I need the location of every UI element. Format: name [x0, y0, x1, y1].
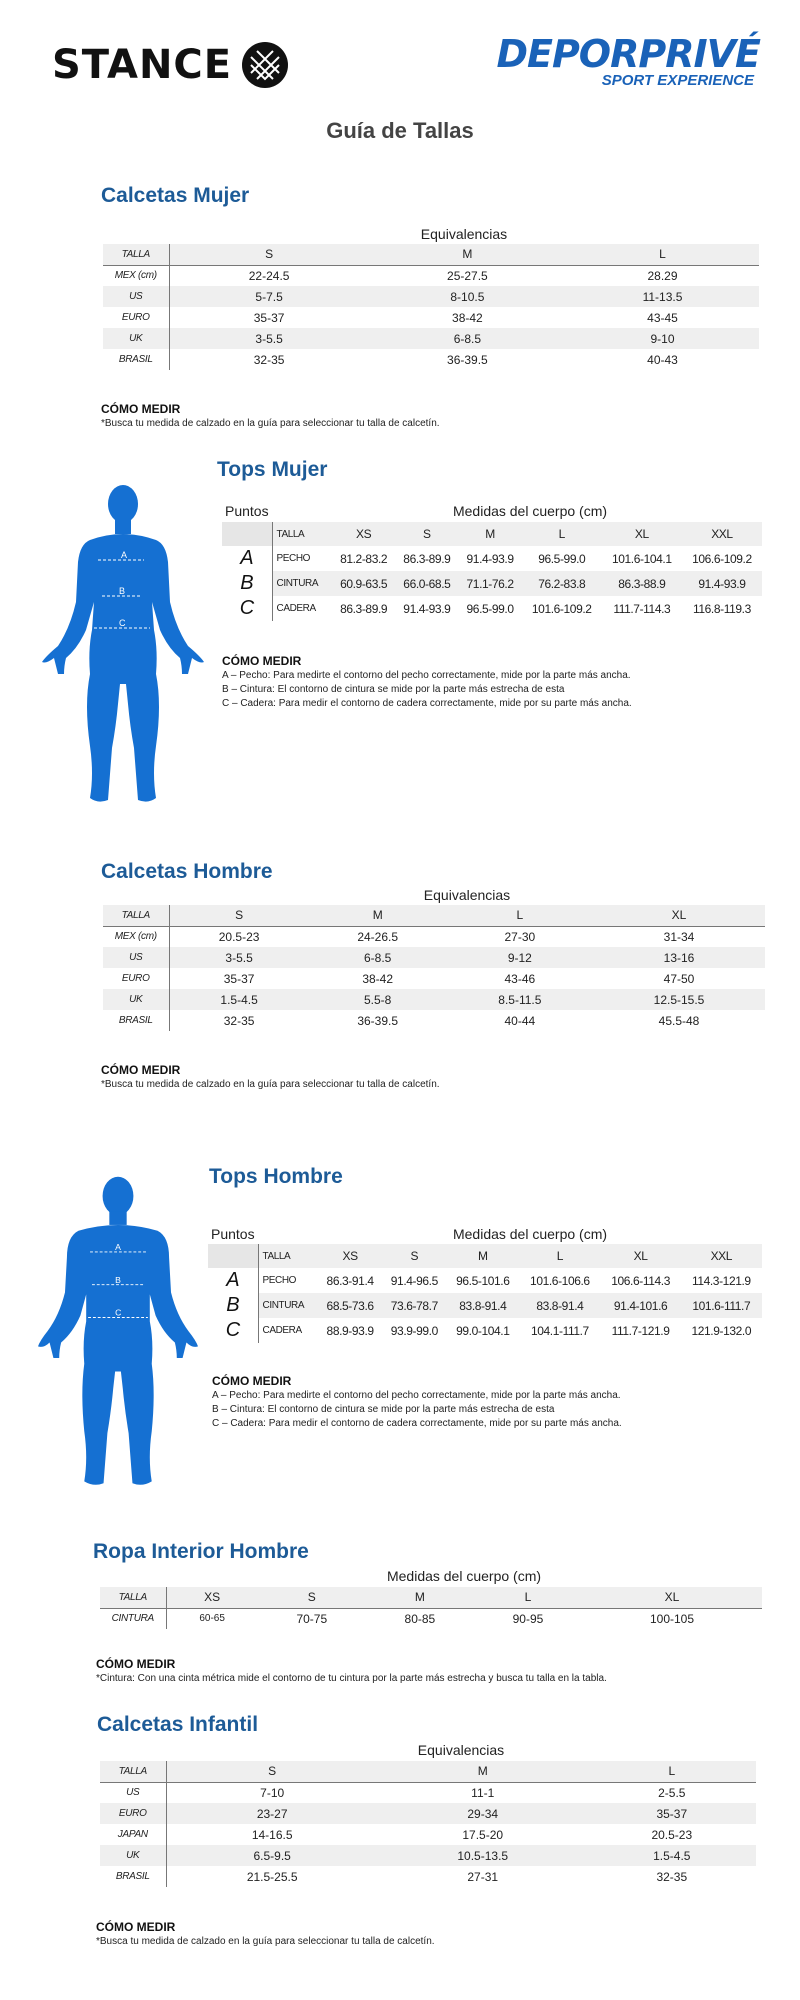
cell: 2-5.5 [658, 1785, 686, 1800]
cell: 9-12 [447, 947, 593, 968]
cell: L [474, 1587, 582, 1608]
cell: XS [332, 522, 395, 546]
point-cell: C [239, 597, 254, 619]
cell: M [366, 1587, 474, 1608]
table-ropa-interior-hombre [100, 1587, 762, 1629]
point-cell: A [240, 547, 254, 569]
cell: 93.9-99.0 [390, 1323, 438, 1338]
cell: 21.5-25.5 [246, 1869, 298, 1884]
points-label: Puntos [225, 503, 269, 519]
cell: L [447, 905, 593, 926]
cell: 68.5-73.6 [318, 1293, 382, 1318]
cell: 11-13.5 [566, 286, 759, 307]
howto-line: C – Cadera: Para medir el contorno de cadera correctamente, mide por su parte más ancha. [212, 1418, 622, 1429]
cell: 66.0-68.5 [395, 571, 458, 596]
cell: 20.5-23 [651, 1827, 693, 1842]
cell: S [258, 1587, 366, 1608]
row-label: UK [100, 1845, 166, 1866]
stance-logo [52, 40, 288, 90]
caption-equivalencias: Equivalencias [423, 887, 511, 903]
table-calcetas-infantil [100, 1761, 756, 1887]
table-row [103, 349, 759, 370]
row-label: CINTURA [272, 571, 332, 596]
table-row [100, 1824, 756, 1845]
figure-mark-a: A [115, 1242, 121, 1252]
cell: 91.4-93.9 [682, 571, 762, 596]
cell: 22-24.5 [248, 268, 290, 283]
figure-mark-b: B [115, 1274, 121, 1285]
cell: 32-35 [656, 1869, 688, 1884]
cell: 101.6-106.6 [530, 1273, 590, 1288]
section-title-tops-mujer: Tops Mujer [217, 458, 328, 481]
point-cell [208, 1244, 258, 1268]
cell: XS [318, 1244, 382, 1268]
cell: 76.2-83.8 [522, 571, 602, 596]
point-cell: A [226, 1269, 240, 1291]
cell: 36-39.5 [357, 1013, 399, 1028]
cell: 116.8-119.3 [692, 601, 751, 616]
howto-text: *Busca tu medida de calzado en la guía para seleccionar tu talla de calcetín. [101, 1079, 440, 1090]
cell: 83.8-91.4 [519, 1293, 600, 1318]
table-row [103, 1010, 765, 1031]
row-label: TALLA [103, 244, 169, 265]
cell: XS [166, 1587, 258, 1608]
row-label: TALLA [100, 1761, 166, 1782]
cell: 40-44 [504, 1013, 536, 1028]
cell: 1.5-4.5 [169, 989, 309, 1010]
cell: 47-50 [663, 971, 695, 986]
cell: 106.6-109.2 [692, 551, 752, 566]
row-label: CINTURA [100, 1608, 166, 1629]
page-title: Guía de Tallas [326, 118, 474, 143]
table-row [222, 596, 762, 621]
cell: XL [601, 1244, 681, 1268]
howto-text: *Busca tu medida de calzado en la guía para seleccionar tu talla de calcetín. [101, 418, 440, 429]
figure-mark-a: A [121, 550, 128, 560]
cell: 8.5-11.5 [447, 989, 593, 1010]
row-label: CADERA [272, 596, 332, 621]
cell: 12.5-15.5 [593, 989, 765, 1010]
cell: 81.2-83.2 [340, 551, 388, 566]
howto-title: CÓMO MEDIR [101, 402, 181, 416]
cell: 43-46 [504, 971, 536, 986]
deporprive-tagline: SPORT EXPERIENCE [601, 72, 754, 89]
table-row [222, 546, 762, 571]
table-row [103, 328, 759, 349]
cell: 101.6-104.1 [611, 551, 672, 566]
row-label: TALLA [258, 1244, 318, 1268]
points-label: Puntos [211, 1226, 255, 1242]
table-tops-hombre [208, 1244, 762, 1343]
table-row [103, 905, 765, 926]
cell: XL [593, 905, 765, 926]
howto-title: CÓMO MEDIR [96, 1920, 176, 1934]
deporprive-wordmark: DEPORPRIVÉ [496, 32, 760, 76]
cell: 70-75 [296, 1611, 328, 1626]
cell: S [169, 244, 369, 265]
cell: 6-8.5 [309, 947, 447, 968]
cell: 101.6-109.2 [531, 601, 592, 616]
table-row [103, 286, 759, 307]
cell: 5.5-8 [309, 989, 447, 1010]
point-cell: C [225, 1319, 240, 1341]
cell: 3-5.5 [169, 947, 309, 968]
cell: L [519, 1244, 600, 1268]
cell: 35-37 [253, 310, 285, 325]
howto-line: A – Pecho: Para medirte el contorno del pecho correctamente, mide por la parte más ancha. [222, 670, 631, 681]
howto-text: *Cintura: Con una cinta métrica mide el contorno de tu cintura por la parte más estrecha y busca tu talla en la tabla. [96, 1673, 607, 1684]
table-row [100, 1803, 756, 1824]
table-row [103, 926, 765, 947]
howto-line: B – Cintura: El contorno de cintura se mide por la parte más estrecha de esta [212, 1404, 555, 1415]
row-label: BRASIL [103, 1010, 169, 1031]
deporprive-logo [470, 34, 760, 89]
table-row [100, 1782, 756, 1803]
cell: 24-26.5 [357, 929, 399, 944]
cell: 40-43 [647, 352, 678, 367]
howto-line: C – Cadera: Para medir el contorno de cadera correctamente, mide por su parte más ancha. [222, 698, 632, 709]
row-label: MEX (cm) [103, 926, 169, 947]
row-label: UK [103, 989, 169, 1010]
section-title-tops-hombre: Tops Hombre [209, 1165, 343, 1188]
cell: 8-10.5 [369, 286, 566, 307]
cell: 121.9-132.0 [691, 1323, 752, 1338]
cell: S [169, 905, 309, 926]
cell: 91.4-96.5 [390, 1273, 438, 1288]
howto-title: CÓMO MEDIR [222, 654, 302, 668]
cell: 31-34 [663, 929, 695, 944]
cell: 32-35 [223, 1013, 255, 1028]
table-row [208, 1318, 762, 1343]
cell: 60-65 [199, 1613, 225, 1625]
table-row [103, 947, 765, 968]
cell: 38-42 [362, 971, 394, 986]
cell: 101.6-111.7 [681, 1293, 762, 1318]
table-row [222, 522, 762, 546]
cell: 86.3-89.9 [403, 551, 451, 566]
section-title-calcetas-hombre: Calcetas Hombre [101, 860, 273, 883]
row-label: BRASIL [100, 1866, 166, 1887]
cell: 71.1-76.2 [458, 571, 521, 596]
row-label: US [100, 1782, 166, 1803]
row-label: TALLA [100, 1587, 166, 1608]
table-row [208, 1293, 762, 1318]
howto-text [222, 669, 632, 711]
caption-medidas: Medidas del cuerpo (cm) [452, 503, 608, 519]
cell: M [446, 1244, 519, 1268]
cell: 106.6-114.3 [611, 1273, 670, 1288]
cell: 29-34 [378, 1803, 588, 1824]
row-label: MEX (cm) [103, 265, 169, 286]
cell: M [458, 522, 521, 546]
table-row [103, 307, 759, 328]
howto-title: CÓMO MEDIR [101, 1063, 181, 1077]
row-label: TALLA [272, 522, 332, 546]
cell: 114.3-121.9 [691, 1273, 751, 1288]
cell: 96.5-99.0 [466, 601, 514, 616]
cell: 104.1-111.7 [530, 1323, 589, 1338]
cell: 111.7-114.3 [613, 601, 671, 616]
cell: XL [582, 1587, 762, 1608]
howto-text [212, 1389, 622, 1431]
cell: 28.29 [647, 268, 678, 283]
cell: 36-39.5 [447, 352, 488, 367]
cell: 35-37 [588, 1803, 756, 1824]
howto-title: CÓMO MEDIR [96, 1657, 176, 1671]
row-label: EURO [100, 1803, 166, 1824]
cell: L [566, 244, 759, 265]
howto-text: *Busca tu medida de calzado en la guía para seleccionar tu talla de calcetín. [96, 1936, 435, 1947]
cell: 38-42 [452, 310, 483, 325]
cell: S [382, 1244, 446, 1268]
cell: 86.3-91.4 [326, 1273, 374, 1288]
figure-mark-c: C [119, 618, 126, 628]
cell: 91.4-101.6 [601, 1293, 681, 1318]
row-label: TALLA [103, 905, 169, 926]
cell: 99.0-104.1 [456, 1323, 510, 1338]
section-title-calcetas-mujer: Calcetas Mujer [101, 184, 250, 207]
cell: M [378, 1761, 588, 1782]
cell: 35-37 [223, 971, 255, 986]
cell: 3-5.5 [169, 328, 369, 349]
point-cell: B [240, 572, 254, 594]
howto-title: CÓMO MEDIR [212, 1374, 292, 1388]
point-cell [222, 522, 272, 546]
table-calcetas-hombre [103, 905, 765, 1031]
cell: 45.5-48 [658, 1013, 700, 1028]
table-row [100, 1866, 756, 1887]
cell: 6.5-9.5 [166, 1845, 378, 1866]
table-row [208, 1268, 762, 1293]
row-label: JAPAN [100, 1824, 166, 1845]
cell: 88.9-93.9 [326, 1323, 374, 1338]
caption-equivalencias: Equivalencias [420, 226, 508, 242]
row-label: PECHO [258, 1268, 318, 1293]
cell: 11-1 [471, 1785, 495, 1800]
cell: 17.5-20 [462, 1827, 504, 1842]
cell: 96.5-99.0 [538, 551, 586, 566]
table-row [103, 968, 765, 989]
cell: L [588, 1761, 756, 1782]
caption-equivalencias: Equivalencias [417, 1742, 505, 1758]
cell: 100-105 [649, 1611, 695, 1626]
caption-medidas: Medidas del cuerpo (cm) [452, 1226, 608, 1242]
cell: S [395, 522, 458, 546]
cell: M [309, 905, 447, 926]
row-label: BRASIL [103, 349, 169, 370]
cell: 96.5-101.6 [456, 1273, 510, 1288]
cell: 27-31 [467, 1869, 499, 1884]
cell: 43-45 [647, 310, 678, 325]
cell: 73.6-78.7 [382, 1293, 446, 1318]
row-label: US [103, 286, 169, 307]
table-row [103, 265, 759, 286]
howto-line: A – Pecho: Para medirte el contorno del pecho correctamente, mide por la parte más ancha. [212, 1390, 621, 1401]
cell: 90-95 [512, 1611, 544, 1626]
cell: XXL [681, 1244, 762, 1268]
table-row [100, 1587, 762, 1608]
cell: 32-35 [253, 352, 285, 367]
cell: 20.5-23 [218, 929, 260, 944]
cell: 91.4-93.9 [403, 601, 451, 616]
male-body-figure [38, 1170, 198, 1490]
cell: 111.7-121.9 [611, 1323, 670, 1338]
cell: XXL [682, 522, 762, 546]
figure-mark-c: C [115, 1307, 122, 1318]
cell: 25-27.5 [447, 268, 488, 283]
section-title-ropa-interior-hombre: Ropa Interior Hombre [93, 1540, 309, 1563]
table-row [222, 571, 762, 596]
cell: 13-16 [593, 947, 765, 968]
cell: 7-10 [260, 1785, 285, 1800]
point-cell: B [226, 1294, 240, 1316]
cell: 23-27 [166, 1803, 378, 1824]
row-label: EURO [103, 968, 169, 989]
cell: 80-85 [404, 1611, 436, 1626]
cell: 91.4-93.9 [466, 551, 514, 566]
cell: 27-30 [504, 929, 536, 944]
row-label: UK [103, 328, 169, 349]
table-row [103, 244, 759, 265]
cell: 10.5-13.5 [378, 1845, 588, 1866]
table-row [208, 1244, 762, 1268]
cell: 60.9-63.5 [332, 571, 395, 596]
row-label: CADERA [258, 1318, 318, 1343]
table-calcetas-mujer [103, 244, 759, 370]
female-body-figure [40, 478, 206, 808]
cell: L [522, 522, 602, 546]
section-title-calcetas-infantil: Calcetas Infantil [97, 1713, 259, 1736]
cell: 6-8.5 [369, 328, 566, 349]
table-row [100, 1608, 762, 1629]
cell: M [369, 244, 566, 265]
cell: 86.3-88.9 [602, 571, 682, 596]
cell: 5-7.5 [169, 286, 369, 307]
table-tops-mujer [222, 522, 762, 621]
stance-wordmark: STANCE [52, 42, 233, 88]
howto-line: B – Cintura: El contorno de cintura se mide por la parte más estrecha de esta [222, 684, 565, 695]
cell: 83.8-91.4 [446, 1293, 519, 1318]
table-row [100, 1761, 756, 1782]
cell: 1.5-4.5 [588, 1845, 756, 1866]
row-label: PECHO [272, 546, 332, 571]
table-row [103, 989, 765, 1010]
figure-mark-b: B [119, 586, 126, 596]
stance-emblem-icon [242, 42, 288, 88]
table-row [100, 1845, 756, 1866]
cell: 86.3-89.9 [340, 601, 388, 616]
row-label: US [103, 947, 169, 968]
cell: XL [602, 522, 682, 546]
cell: 14-16.5 [251, 1827, 293, 1842]
cell: S [166, 1761, 378, 1782]
caption-medidas: Medidas del cuerpo (cm) [386, 1568, 542, 1584]
row-label: CINTURA [258, 1293, 318, 1318]
cell: 9-10 [566, 328, 759, 349]
row-label: EURO [103, 307, 169, 328]
